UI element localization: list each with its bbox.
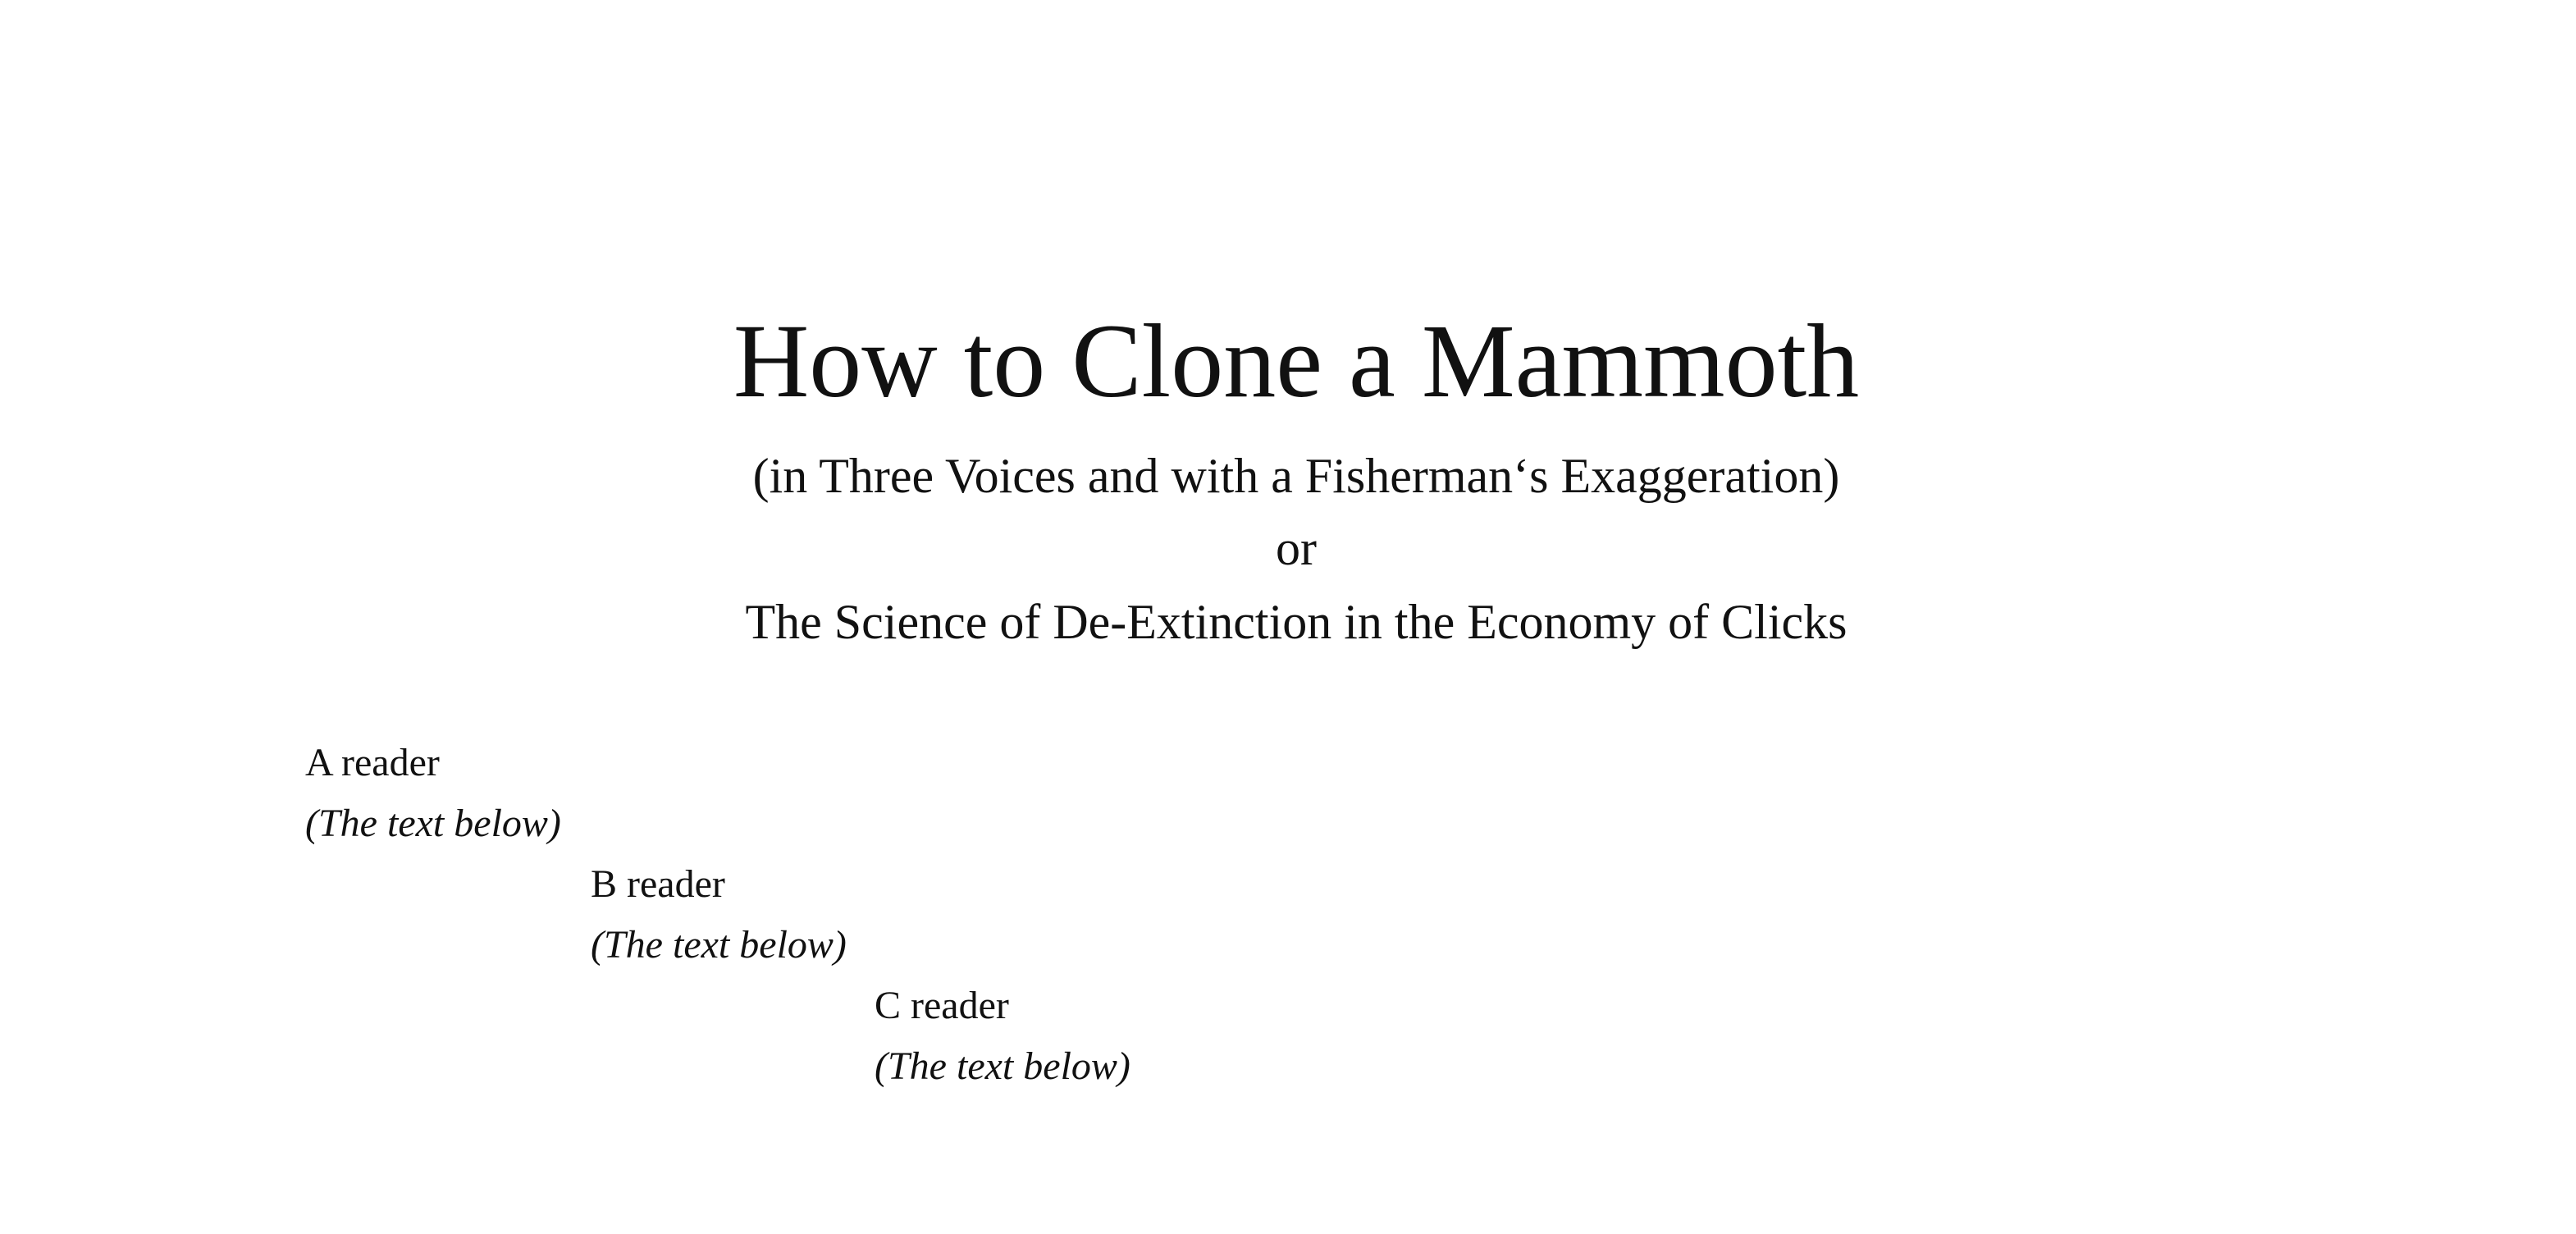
reader-c-text: (The text below) [875,1044,1130,1088]
document-title: How to Clone a Mammoth [733,303,1860,419]
reader-b-text: (The text below) [591,923,847,967]
reader-b-label: B reader [591,862,725,906]
document-subtitle-science: The Science of De-Extinction in the Economy of Clicks [745,595,1848,649]
reader-a-text: (The text below) [305,802,561,845]
reader-a-label: A reader [305,741,440,784]
document-subtitle-voices: (in Three Voices and with a Fisherman‘s Exaggeration) [752,449,1840,503]
document-subtitle-or: or [1276,521,1317,575]
reader-c-label: C reader [875,984,1009,1027]
